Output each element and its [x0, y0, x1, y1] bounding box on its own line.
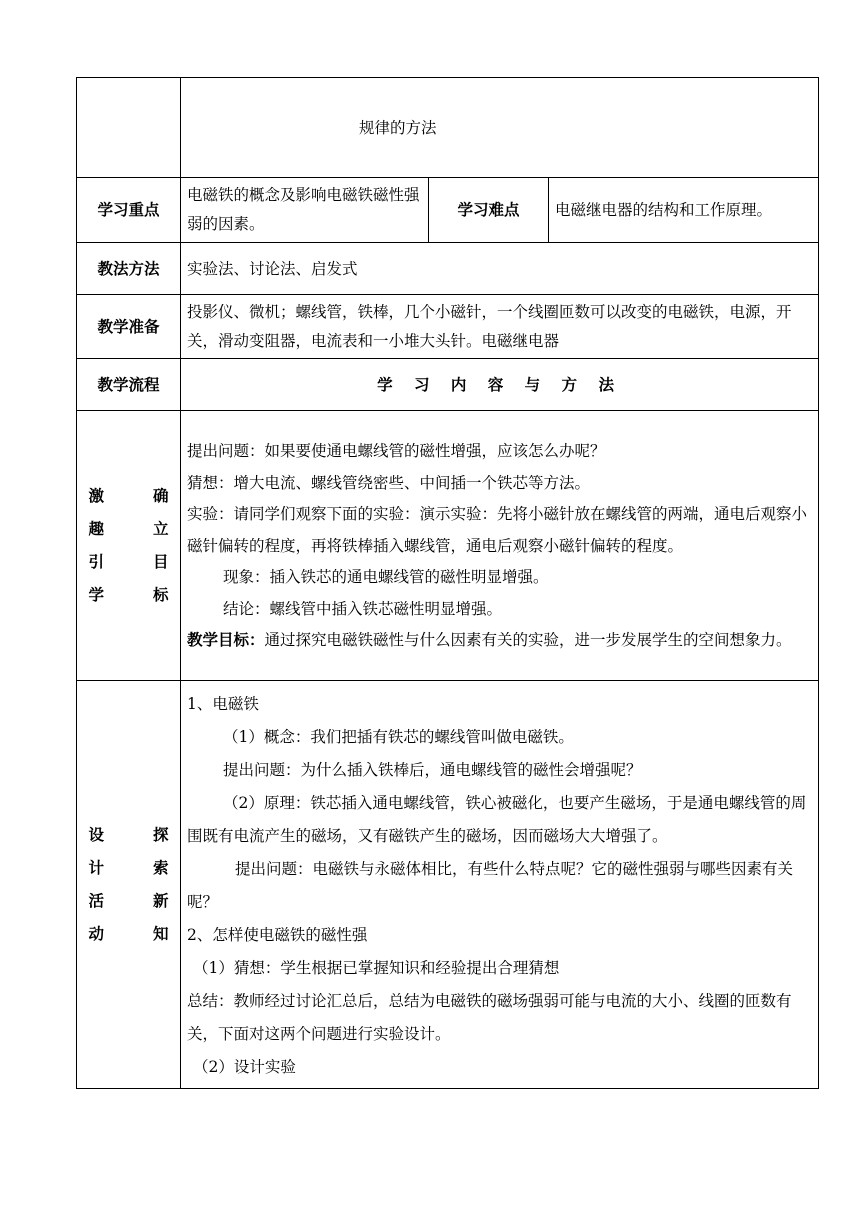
blank-label-cell — [77, 78, 181, 178]
section1-label-row: 趣 立 — [88, 519, 169, 538]
section2-label-row: 活 新 — [88, 891, 169, 910]
section2-content — [181, 681, 819, 1089]
teaching-goal-text: 通过探究电磁铁磁性与什么因素有关的实验，进一步发展学生的空间想象力。 — [264, 631, 792, 650]
section2-label-row: 动 知 — [88, 924, 169, 943]
key-points-label: 学习重点 — [77, 178, 181, 243]
section2-line-concept: （1）概念：我们把插有铁芯的螺线管叫做电磁铁。 — [223, 727, 574, 746]
section1-line-experiment: 实验：请同学们观察下面的实验：演示实验：先将小磁针放在螺线管的两端，通电后观察小磁针偏转的程度，再将铁棒插入螺线管，通电后观察小磁针偏转的程度。 — [187, 505, 808, 555]
section2-line-question2: 提出问题：电磁铁与永磁体相比，有些什么特点呢？它的磁性强弱与哪些因素有关呢？ — [187, 859, 794, 911]
section2-line-guess: （1）猜想：学生根据已掌握知识和经验提出合理猜想 — [193, 958, 560, 977]
prep-value: 投影仪、微机；螺线管，铁棒，几个小磁针，一个线圈匝数可以改变的电磁铁，电源，开关，滑动变阻器，电流表和一小堆大头针。电磁继电器 — [181, 295, 819, 359]
section2-label-row: 设 探 — [88, 825, 169, 844]
section2-vertical-label — [89, 819, 169, 951]
prep-label: 教学准备 — [77, 295, 181, 359]
flow-heading-cell — [181, 359, 819, 411]
row-section-2 — [77, 681, 819, 1089]
section1-vertical-label — [89, 480, 169, 612]
section2-heading-electromagnet: 1、电磁铁 — [187, 694, 259, 713]
section2-label-row: 计 索 — [88, 858, 169, 877]
row-continued — [77, 78, 819, 178]
section1-line-question: 提出问题：如果要使通电螺线管的磁性增强，应该怎么办呢？ — [187, 442, 606, 461]
section1-label-row: 引 目 — [88, 552, 169, 571]
teaching-goal-label: 教学目标： — [187, 631, 265, 650]
continued-text-cell — [181, 78, 819, 178]
row-section-1 — [77, 411, 819, 681]
section1-line-guess: 猜想：增大电流、螺线管绕密些、中间插一个铁芯等方法。 — [187, 473, 591, 492]
flow-label: 教学流程 — [77, 359, 181, 411]
row-key-points — [77, 178, 819, 243]
row-flow — [77, 359, 819, 411]
section1-line-conclusion: 结论：螺线管中插入铁芯磁性明显增强。 — [223, 599, 503, 618]
method-value: 实验法、讨论法、启发式 — [181, 243, 819, 295]
row-prep — [77, 295, 819, 359]
teaching-goal — [187, 625, 812, 657]
section1-label-row: 激 确 — [88, 486, 169, 505]
section2-label-cell — [77, 681, 181, 1089]
section1-label-cell — [77, 411, 181, 681]
section2-line-design: （2）设计实验 — [193, 1057, 296, 1076]
section1-line-phenomenon: 现象：插入铁芯的通电螺线管的磁性明显增强。 — [223, 568, 549, 587]
section2-line-principle: （2）原理：铁芯插入通电螺线管，铁心被磁化，也要产生磁场，于是通电螺线管的周围既有电流产生的磁场，又有磁铁产生的磁场，因而磁场大大增强了。 — [187, 793, 807, 845]
method-label: 教法方法 — [77, 243, 181, 295]
continued-text: 规律的方法 — [359, 118, 437, 137]
difficulty-value: 电磁继电器的结构和工作原理。 — [549, 178, 819, 243]
section1-content — [181, 411, 819, 681]
section2-line-question: 提出问题：为什么插入铁棒后，通电螺线管的磁性会增强呢？ — [223, 760, 642, 779]
section1-label-row: 学 标 — [88, 585, 169, 604]
key-points-value: 电磁铁的概念及影响电磁铁磁性强弱的因素。 — [181, 178, 429, 243]
lesson-plan-table — [76, 77, 819, 1089]
row-method — [77, 243, 819, 295]
section2-heading-strength: 2、怎样使电磁铁的磁性强 — [187, 925, 368, 944]
difficulty-label: 学习难点 — [429, 178, 549, 243]
section2-line-summary: 总结：教师经过讨论汇总后，总结为电磁铁的磁场强弱可能与电流的大小、线圈的匝数有关，下面对这两个问题进行实验设计。 — [187, 991, 792, 1043]
flow-heading: 学 习 内 容 与 方 法 — [377, 375, 622, 394]
